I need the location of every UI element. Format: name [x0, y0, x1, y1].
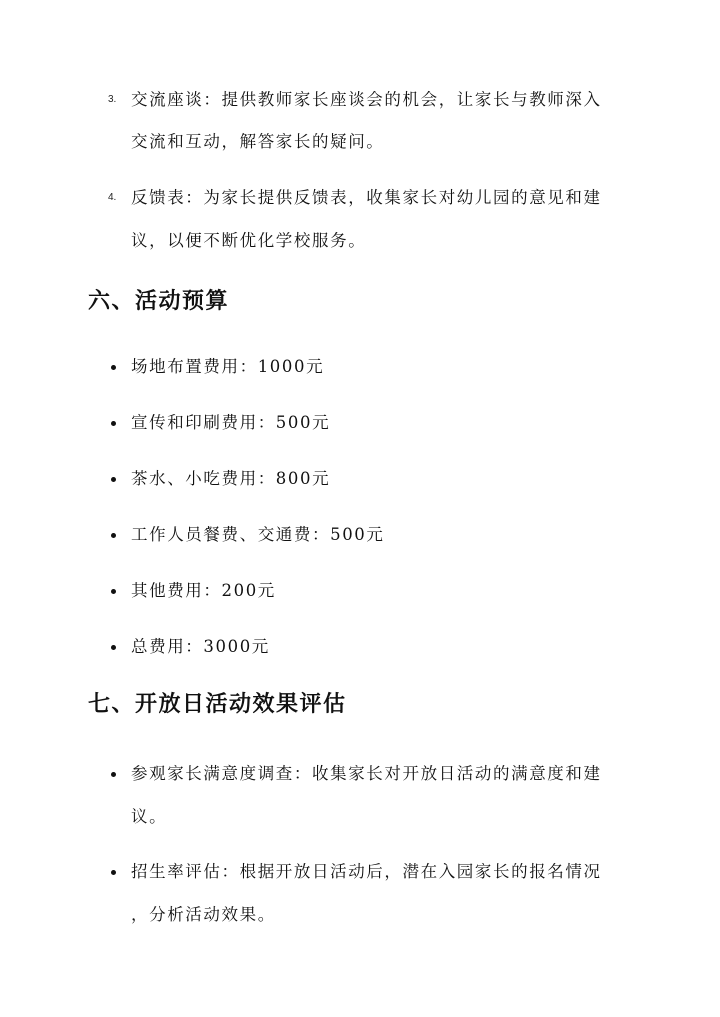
list-item-text-continuation: 议，以便不断优化学校服务。 — [131, 231, 367, 250]
list-item-text: 交流座谈：提供教师家长座谈会的机会，让家长与教师深入 — [131, 90, 602, 109]
list-item-text: 总费用：3000元 — [131, 637, 270, 656]
list-item-text: 茶水、小吃费用：800元 — [131, 469, 331, 488]
list-item-text: 招生率评估：根据开放日活动后，潜在入园家长的报名情况 — [131, 862, 602, 881]
bullet-icon — [111, 421, 116, 426]
bullet-icon — [111, 645, 116, 650]
list-item-text: 工作人员餐费、交通费：500元 — [131, 525, 385, 544]
bullet-icon — [111, 365, 116, 370]
bullet-icon — [111, 870, 116, 875]
list-item-text-continuation: 议。 — [131, 807, 168, 826]
list-item-text: 宣传和印刷费用：500元 — [131, 413, 331, 432]
list-item-number: 3. — [108, 94, 117, 105]
list-item-text-continuation: 交流和互动，解答家长的疑问。 — [131, 132, 385, 151]
list-item-text: 反馈表：为家长提供反馈表，收集家长对幼儿园的意见和建 — [131, 188, 602, 207]
section-heading-evaluation: 七、开放日活动效果评估 — [88, 691, 347, 717]
list-item-number: 4. — [108, 192, 117, 203]
bullet-icon — [111, 477, 116, 482]
list-item-text: 参观家长满意度调查：收集家长对开放日活动的满意度和建 — [131, 764, 602, 783]
bullet-icon — [111, 533, 116, 538]
bullet-icon — [111, 772, 116, 777]
list-item-text-continuation: ，分析活动效果。 — [131, 905, 276, 924]
list-item-text: 其他费用：200元 — [131, 581, 276, 600]
list-item-text: 场地布置费用：1000元 — [131, 357, 325, 376]
bullet-icon — [111, 589, 116, 594]
section-heading-budget: 六、活动预算 — [88, 288, 230, 314]
